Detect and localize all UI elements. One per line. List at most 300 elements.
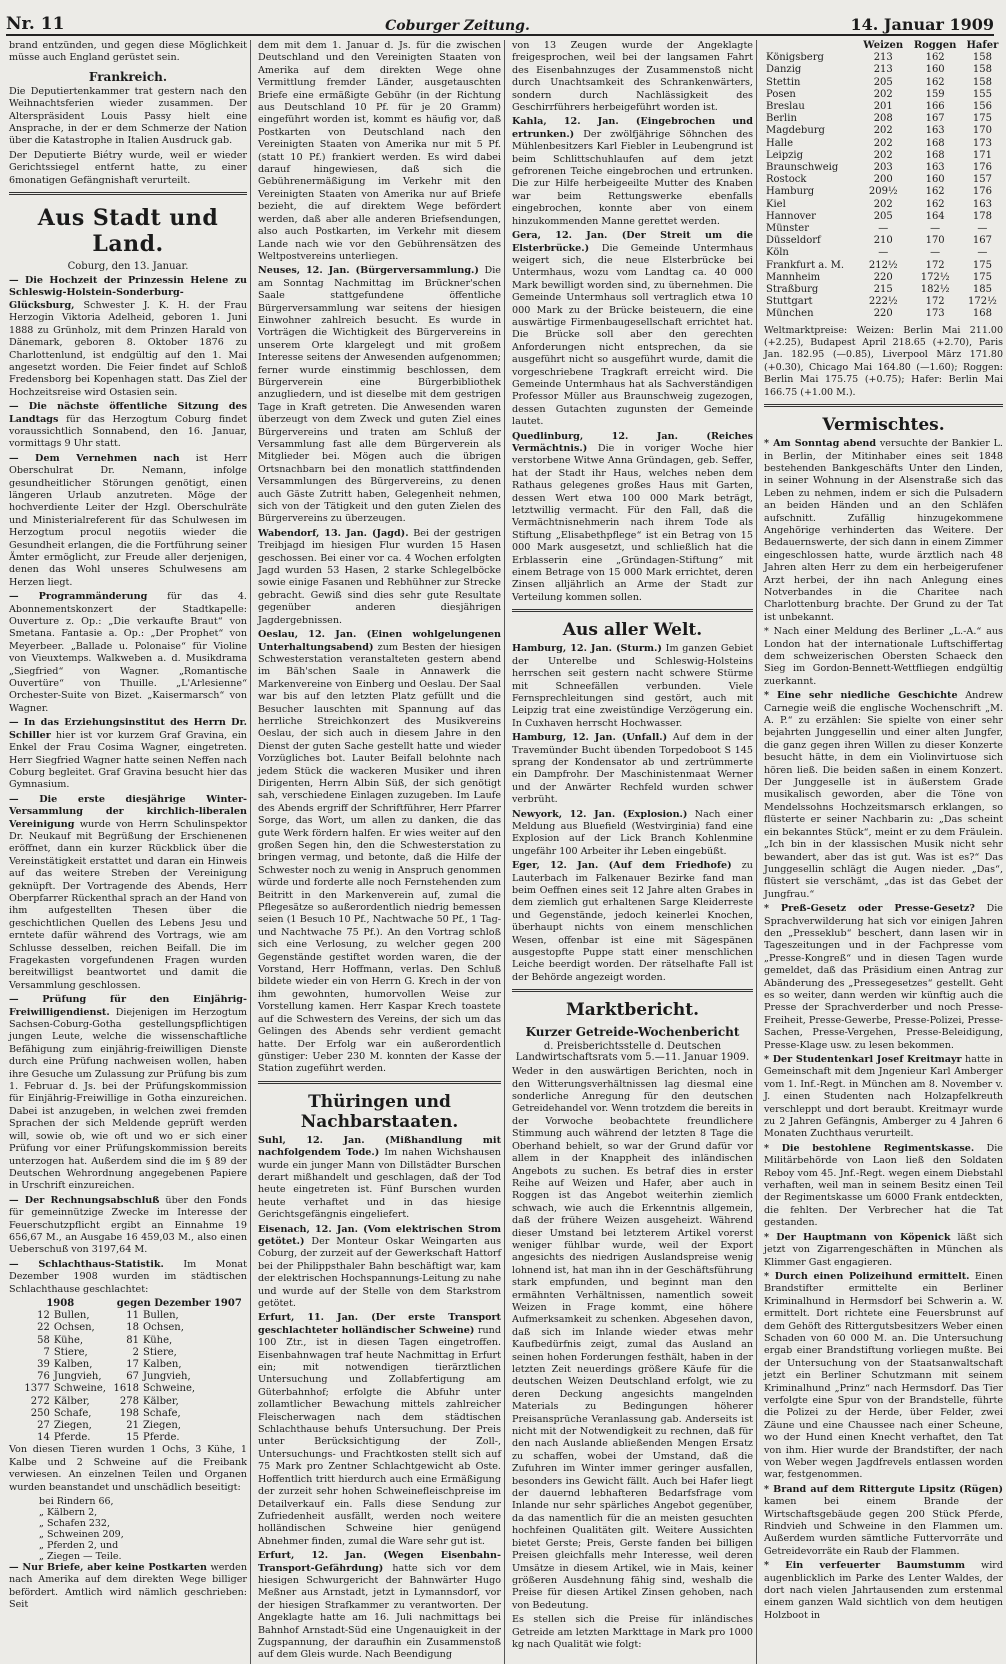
- stats-cell: Kalben,: [53, 1358, 93, 1370]
- price-value: 160: [925, 174, 945, 186]
- price-value: 163: [925, 125, 945, 137]
- article-lead: * Die bestohlene Regimentskasse.: [764, 1142, 975, 1154]
- article-body: zum Besten der hiesigen Schwesterstation veranstalteten gestern abend im Bäh'schen Saale in Annawerk die Markenvereine von Einberg und Oeslau. Der Saal war bis auf den letzten Platz gefüllt und die Besucher lauschten mit Spannung auf das herrliche Streichkonzert des Musikvereins Oeslau, der sich auch in diesem Jahre in den Dienst der guten Sache gestellt hatte und wieder Vorzügliches bot. Lauter Beifall belohnte nach jedem Stück die wackeren Musiker und ihren Dirigenten, Herrn Albin Süß, der sich genötigt sah, verschiedene Einlagen zuzugeben. Im Laufe des Abends ergriff der Schriftführer, Herr Pfarrer Sorge, das Wort, um allen zu danken, die das gute Werk fördern halfen. Er wies weiter auf den großen Segen hin, den die Schwesterstation zu bringen vermag, und betonte, daß die Hilfe der Schwester noch zu wenig in Anspruch genommen würde und forderte alle noch Fernstehenden zum Beitritt in den Markenverein auf, zumal die Pflegesätze so außerordentlich niedrig bemessen seien (1 Besuch 10 Pf., Nachtwache 50 Pf., 1 Tag- und Nachtwache 75 Pf.). An den Vortrag schloß sich eine Verlosung, zu welcher gegen 200 Gegenstände gestiftet worden waren, die der Vorstand, Herr Hoffmann, verlas. Den Schluß bildete wieder ein von Herrn G. Krech in der von ihm gewohnten, humorvollen Weise zur Vorstellung kamen. Herr Kaspar Krech toastete auf die Schwestern des Vereins, der sich um das Gelingen des Abends sehr verdient gemacht hatte. Der Erfolg war ein außerordentlich günstiger: Ueber 230 M. konnten der Kasse der Station zugeführt werden.: [258, 641, 501, 1075]
- markt-report-2: Es stellen sich die Preise für inländisches Getreide am letzten Markttage in Mark pro 1000 kg nach Qualität wie folgt:: [512, 1614, 753, 1650]
- article-lead: * Der Studentenkarl Josef Kreitmayr: [764, 1054, 962, 1066]
- article-body: wird augenblicklich im Parke des Lenter Waldes, der dort nach vielen Jahrtausenden zum erstenmal einem ganzen Wald sichtlich von dem heutigen Holzboot in: [764, 1560, 1003, 1621]
- article-lead: Eger, 12. Jan. (Auf dem Friedhofe): [512, 860, 732, 872]
- article-briefe: [9, 1562, 247, 1612]
- organ-item: bei Rindern 66,: [39, 1496, 114, 1508]
- stats-year-current: 1908: [46, 1297, 75, 1309]
- article-suhl: [258, 1135, 501, 1222]
- article-tiere: Von diesen Tieren wurden 1 Ochs, 3 Kühe, 1 Kalbe und 2 Schweine auf die Freibank verwiesen. An einzelnen Teilen und Organen wurden beanstandet und unschädlich beseitigt:: [9, 1444, 247, 1493]
- price-value: 185: [972, 284, 992, 296]
- article-lead: — Die Hochzeit der Prinzessin Helene zu Schleswig-Holstein-Sonderburg-Glücksburg,: [9, 275, 247, 311]
- price-value: 166: [925, 101, 945, 113]
- price-value: 170: [972, 125, 992, 137]
- price-value: 162: [925, 76, 945, 88]
- masthead: [6, 8, 994, 36]
- price-row: [764, 101, 1003, 113]
- price-row: [764, 296, 1003, 308]
- section-heading-thueringen: Thüringen und Nachbarstaaten.: [300, 1091, 459, 1132]
- price-value: 168: [972, 308, 992, 320]
- price-row: [764, 211, 1003, 223]
- stats-cell: Ziegen,: [53, 1420, 92, 1431]
- article-lead: * Am Sonntag abend: [764, 438, 877, 450]
- price-value: 202: [873, 125, 893, 137]
- stats-cell: 272: [30, 1395, 50, 1407]
- price-row: [764, 113, 1003, 125]
- price-value: 208: [873, 113, 893, 125]
- price-row: [764, 235, 1003, 247]
- price-row: [764, 77, 1003, 89]
- article-polizeihund: [764, 1271, 1003, 1482]
- article-body: Im ganzen Gebiet der Unterelbe und Schleswig-Holsteins herrschen seit gestern nacht schwere Stürme mit Schneefällen verbunden. Viele Fernsprechleitungen sind gestört, auch mit Leipzig trat eine zweistündige Verzögerung ein. In Cuxhaven herrscht Hochwasser.: [512, 643, 753, 729]
- stats-row: [9, 1335, 247, 1347]
- price-row: [764, 260, 1003, 272]
- price-row: [764, 199, 1003, 211]
- markt-source: d. Preisberichtsstelle d. Deutschen Landwirtschaftsrats vom 5.—11. Januar 1909.: [515, 1041, 750, 1064]
- price-value: 178: [972, 210, 992, 222]
- article-gera: [512, 230, 753, 429]
- stats-row: [9, 1432, 247, 1444]
- price-value: —: [977, 247, 988, 259]
- price-value: 202: [873, 137, 893, 149]
- stats-cell: 81: [126, 1334, 139, 1346]
- price-city: Mannheim: [766, 271, 821, 283]
- article-body: Auf dem in der Travemünder Bucht übenden Torpedoboot S 145 sprang der Kondensator ab und zertrümmerte ein Dampfrohr. Der Maschinistenmaat Werner und der Anwärter Rechfeld wurden schwer verbrüht.: [512, 732, 753, 806]
- article-lead: * Brand auf dem Rittergute Lipsitz (Rügen): [764, 1483, 1003, 1495]
- price-value: 159: [925, 88, 945, 100]
- stats-row: [9, 1359, 247, 1371]
- article-lead: Kahla, 12. Jan. (Eingebrochen und ertrunken.): [512, 116, 753, 140]
- article-eger: [512, 860, 753, 984]
- stats-cell: 278: [119, 1395, 139, 1407]
- price-city: Münster: [766, 223, 809, 235]
- price-city: Kiel: [766, 198, 786, 210]
- price-city: Berlin: [766, 113, 797, 125]
- price-city: Köln: [766, 247, 789, 259]
- article-koepenick: [764, 1232, 1003, 1269]
- price-city: Halle: [766, 137, 793, 149]
- price-value: 175: [972, 271, 992, 283]
- price-row: [764, 284, 1003, 296]
- stats-cell: 21: [126, 1420, 139, 1431]
- article-neuses: [258, 265, 501, 526]
- divider: [9, 192, 247, 195]
- article-sitzung: [9, 401, 247, 451]
- article-lead: — Dem Vernehmen nach: [9, 452, 180, 464]
- article-geschichte: [764, 690, 1003, 901]
- column-1: [6, 40, 251, 1664]
- stats-cell: 250: [30, 1407, 50, 1419]
- price-value: 155: [972, 88, 992, 100]
- price-row: [764, 308, 1003, 320]
- price-value: 182½: [920, 284, 950, 296]
- article-body: Im Monat Dezember 1908 wurden im städtischen Schlachthause geschlachtet:: [9, 1258, 247, 1295]
- stats-cell: Bullen,: [142, 1310, 179, 1322]
- price-value: 202: [873, 88, 893, 100]
- stats-cell: 67: [126, 1371, 139, 1383]
- price-value: 176: [972, 162, 992, 174]
- price-value: 158: [972, 76, 992, 88]
- price-city: Breslau: [766, 101, 805, 113]
- stats-cell: 12: [37, 1310, 50, 1322]
- price-city: Posen: [766, 88, 796, 100]
- price-value: 205: [873, 76, 893, 88]
- section-heading-vermischtes: Vermischtes.: [822, 415, 945, 436]
- organ-list: [9, 1496, 247, 1562]
- article-hamburg-1: [512, 643, 753, 730]
- price-value: 213: [873, 64, 893, 76]
- price-value: 167: [925, 113, 945, 125]
- price-row: [764, 52, 1003, 64]
- price-value: 164: [925, 210, 945, 222]
- article-body: Die am Sonntag Nachmittag im Brückner'schen Saale stattgefundene öffentliche Bürgerversammlung war seitens der hiesigen Einwohner zahlreich besucht. Es wurde in Vorträgen die Wichtigkeit des Bürgervereins in unserem Orte klargelegt und mit großem Interesse seitens der Anwesenden aufgenommen; ferner wurde einstimmig beschlossen, dem Bürgerverein eine Bürgerbibliothek anzugliedern, und ist dieselbe mit dem gestrigen Tage in Kraft getreten. Die Anwesenden waren überzeugt von dem Zweck und guten Ziel eines Bürgervereins und traten am Schluß der Versammlung fast alle dem Bürgerverein als Mitglieder bei. Mögen auch die übrigen Ortsnachbarn bei den monatlich stattfindenden Versammlungen des Bürgervereins, zu denen auch Gäste Zutritt haben, Gelegenheit nehmen, sich von der Tätigkeit und den guten Zielen des Bürgervereins zu überzeugen.: [258, 265, 501, 525]
- article-lead: Gera, 12. Jan. (Der Streit um die Elsterbrücke.): [512, 230, 753, 254]
- article-erfurt-1: [258, 1312, 501, 1548]
- price-value: 172: [925, 296, 945, 308]
- price-city: Braunschweig: [766, 162, 839, 174]
- column-2: [255, 40, 505, 1664]
- article-lead: * Preß-Gesetz oder Presse-Gesetz?: [764, 903, 975, 915]
- price-value: 172½: [920, 271, 950, 283]
- price-value: 162: [925, 198, 945, 210]
- slaughter-stats-table: [9, 1298, 247, 1444]
- stats-cell: 11: [126, 1310, 139, 1322]
- price-value: —: [930, 223, 941, 235]
- price-value: 172: [925, 259, 945, 271]
- price-value: 210: [873, 235, 893, 247]
- price-city: Düsseldorf: [766, 235, 821, 247]
- stats-cell: Kühe,: [142, 1334, 173, 1346]
- frankreich-text-2: Der Deputierte Biétry wurde, weil er wieder Gerichtssiegel entfernt hatte, zu einer 6monatigen Gefängnishaft verurteilt.: [9, 149, 247, 186]
- price-row: [764, 150, 1003, 162]
- price-value: 220: [873, 271, 893, 283]
- article-lead: Hamburg, 12. Jan. (Sturm.): [512, 643, 662, 655]
- price-city: Königsberg: [766, 52, 824, 64]
- article-lead: — Der Rechnungsabschluß: [9, 1194, 160, 1206]
- price-city: Stuttgart: [766, 296, 813, 308]
- divider: [764, 404, 1003, 407]
- article-winter: [9, 794, 247, 993]
- article-lead: Eisenach, 12. Jan. (Vom elektrischen Strom getötet.): [258, 1223, 501, 1247]
- price-row: [764, 174, 1003, 186]
- article-lead: — Schlachthaus-Statistik.: [9, 1258, 164, 1270]
- stats-row: [9, 1371, 247, 1383]
- dateline: Coburg, den 13. Januar.: [67, 261, 189, 273]
- article-body: Die Gemeinde Untermhaus weigert sich, die neue Elsterbrücke bei Untermhaus, wozu vom Landtag ca. 40 000 Mark bewilligt worden sind, zu übernehmen. Die Gemeinde Untermhaus soll vertraglich etwa 10 000 Mark zu der Brücke beisteuern, die eine auswärtige Firmenbaugesellschaft errichtet hat. Die Brücke soll aber den gerechten Anforderungen nicht entsprechen, da sie ausgeführt nicht so ausgeführt wurde, damit die vorgeschriebene Tragkraft erreicht wird. Die Gemeinde Untermhaus hat als Sachverständigen Professor Müller aus Braunschweig zugezogen, dessen Gutachten zugunsten der Gemeinde lautet.: [512, 242, 753, 428]
- article-body: Der Monteur Oskar Weingarten aus Coburg, der zurzeit auf der Gewerkschaft Hattorf bei der Philippsthaler Bahn beschäftigt war, kam der elektrischen Hochspannungs-Leitung zu nahe und wurde auf der Stelle von dem Starkstrom getötet.: [258, 1235, 501, 1309]
- stats-cell: Kühe,: [53, 1334, 84, 1346]
- article-lead: * Der Hauptmann von Köpenick: [764, 1231, 951, 1243]
- article-brand: [764, 1484, 1003, 1558]
- price-value: 157: [972, 174, 992, 186]
- stats-cell: Stiere,: [142, 1346, 177, 1358]
- price-body: [764, 52, 1003, 320]
- price-value: 163: [925, 162, 945, 174]
- article-body: läßt sich jetzt von Zigarrengeschäften in München als Klimmer Gast engagieren.: [764, 1231, 1003, 1268]
- article-body: für das Herzogtum Coburg findet voraussichtlich Sonnabend, den 16. Januar, vormittags 9 Uhr statt.: [9, 413, 247, 450]
- price-value: 156: [972, 101, 992, 113]
- article-body: Andrew Carnegie weiß die englische Wochenschrift „M. A. P.“ zu erzählen: Sie spielte von einer sehr bejahrten Junggesellin und einer alten Jungfer, die ganz gegen ihren Willen zu dieser Konzerte besucht hätte, in dem ein Violinvirtuose sich hören ließ. Die beiden saßen in einem Konzert. Der Junggeselle ist in äußerstem Grade musikalisch geworden, aber die Töne von Mendelssohns Hochzeitsmarsch erklangen, so flüsterte er seiner Nachbarin zu: „Das scheint ein bekanntes Stück“, meint er zu dem Fräulein. „Ich bin in der klassischen Musik nicht sehr bewandert, aber das ist gut. Was ist es?“ Das Junggesellin schlägt die Augen nieder. „Das“, flüstert sie verschämt, „das ist das Gebet der Jungfrau.“: [764, 690, 1003, 900]
- stats-cell: Kalben,: [142, 1358, 182, 1370]
- price-row: [764, 223, 1003, 235]
- article-body: für das 4. Abonnementskonzert der Stadtkapelle: Ouverture z. Op.: „Die verkaufte Braut“ von Smetana. Fantasie a. Op.: „Der Prophet“ von Meyerbeer. „Ballade u. Polonaise“ für Violine von Vieuxtemps. Walkweben a. d. Musikdrama „Siegfried“ von Wagner. „Romantische Ouvertüre“ von Thuille. „L'Arlesienne“ Orchester-Suite von Bizet. „Kaisermarsch“ von Wagner.: [9, 591, 247, 714]
- frankreich-text: Die Deputiertenkammer trat gestern nach den Weihnachtsferien wieder zusammen. Der Alterspräsident Louis Passy hielt eine Ansprache, in der er dem Schmerze der Nation über die Katastrophe in Italien Ausdruck gab.: [9, 85, 247, 147]
- price-row: [764, 125, 1003, 137]
- price-city: Danzig: [766, 64, 802, 76]
- frankreich-heading: Frankreich.: [88, 69, 168, 84]
- price-row: [764, 247, 1003, 259]
- stats-cell: Schafe,: [53, 1407, 92, 1419]
- article-body: Schwester J. K. H. der Frau Herzogin Viktoria Adelheid, geboren 1. Juni 1888 zu Grünholz, mit dem Prinzen Harald von Dänemark, geboren 8. Oktober 1876 zu Charlottenlund, ist endgültig auf den 1. Mai angesetzt worden. Die Feier findet auf Schloß Fredensborg bei Kopenhagen statt. Das Ziel der Hochzeitsreise wird Ostasien sein.: [9, 299, 247, 398]
- article-body: Einen Brandstifter ermittelte ein Berliner Kriminalhund in Hermsdorf bei Schwerin a. W. ermittelt. Dort richtete eine Feuersbrunst auf dem Gehöft des Rittergutsbesitzers Weber einen Schaden von 60 000 M. an. Die Untersuchung ergab einer Brandstiftung vorliegen mußte. Bei der Untersuchung von der Staatsanwaltschaft jetzt ein Berliner Schutzmann mit seinem Kriminalhund „Prinz“ nach Hermsdorf. Das Tier verfolgte eine Spur von der Brandstelle, führte die Polizei zu der Herde, über Felder, zwei Zäune und eine Chaussee nach einer Scheune, wo der Hund einen Knecht verhaftet, den Tat von ihm. Hier wurde der Brandstifter, der nach von Weber wegen Jagdfrevels entlassen worden war, festgenommen.: [764, 1270, 1003, 1481]
- organ-item: „ Pferden 2, und: [39, 1540, 119, 1552]
- article-body: Die in voriger Woche hier verstorbene Witwe Anna Gründagen, geb. Seffer, hat der Stadt ihr Haus, welches neben dem Rathaus gelegenes großes Haus mit Garten, dessen Wert etwa 100 000 Mark beträgt, letztwillig vermacht. Für den Fall, daß die Vermächtnisnehmerin nach ihrem Tode als Stiftung „Elisabethpflege“ ist ein Betrag von 15 000 Mark ausgesetzt, und schließlich hat die Erblasserin eine „Gründagen-Stiftung“ mit einem Betrage von 15 000 Mark errichtet, deren Zinsen alljährlich an Arme der Stadt zur Verteilung kommen sollen.: [512, 443, 753, 603]
- stats-row: [9, 1408, 247, 1420]
- price-header-cell: Roggen: [913, 40, 957, 51]
- price-value: —: [977, 223, 988, 235]
- price-value: 222½: [868, 296, 898, 308]
- article-lead: Wabendorf, 13. Jan. (Jagd).: [258, 527, 409, 539]
- stats-cell: Jungvieh,: [53, 1371, 102, 1383]
- article-lead: — Nur Briefe, aber keine Postkarten: [9, 1562, 208, 1574]
- price-value: 213: [873, 52, 893, 64]
- stats-cell: 15: [126, 1432, 139, 1444]
- article-lead: Erfurt, 11. Jan. (Der erste Transport geschlachteter holländischer Schweine): [258, 1312, 501, 1336]
- stats-cell: 7: [43, 1346, 50, 1358]
- price-row: [764, 64, 1003, 76]
- price-header-cell: [764, 40, 858, 52]
- price-city: Straßburg: [766, 284, 819, 296]
- price-value: 175: [972, 259, 992, 271]
- price-city: Leipzig: [766, 149, 804, 161]
- article-oeslau: [258, 629, 501, 1076]
- issue-number: Nr. 11: [6, 14, 65, 34]
- price-value: 212½: [868, 259, 898, 271]
- article-hochzeit: [9, 275, 247, 399]
- price-city: Hannover: [766, 210, 816, 222]
- stats-cell: 198: [119, 1407, 139, 1419]
- price-value: 160: [925, 64, 945, 76]
- price-value: 205: [873, 210, 893, 222]
- stats-cell: Pferde.: [142, 1432, 180, 1444]
- stats-cell: Ziegen,: [142, 1420, 181, 1431]
- article-body: Die Militärbehörde von Laon ließ den Soldaten Reboy vom 45. Jnf.-Regt. wegen einem Diebstahl verhaften, weil man in seinem Besitz einen Teil der Regimentskasse um 6000 Frank entdeckten, die fehlten. Der Verbrecher hat die Tat gestanden.: [764, 1142, 1003, 1229]
- markt-subheading: Kurzer Getreide-Wochenbericht: [525, 1025, 740, 1040]
- article-wabendorf: [258, 528, 501, 627]
- price-row: [764, 138, 1003, 150]
- price-value: 176: [972, 186, 992, 198]
- stats-row: [9, 1310, 247, 1322]
- divider: [512, 609, 753, 612]
- stats-cell: Ochsen,: [53, 1322, 95, 1334]
- article-lead: * Ein verfeuerter Baumstumm: [764, 1560, 965, 1572]
- article-sonntag: [764, 438, 1003, 624]
- article-continuation: brand entzünden, und gegen diese Möglichkeit müsse auch England gerüstet sein.: [9, 40, 247, 64]
- divider: [258, 1081, 501, 1084]
- article-body: hatte in Gemeinschaft mit dem Jngenieur Karl Amberger vom 1. Inf.-Regt. in München am 8. November v. J. einen Studenten nach Holzapfelkreuth verschleppt und dort beraubt. Kreitmayr wurde zu 2 Jahren Gefängnis, Amberger zu 4 Jahren 6 Monaten Zuchthaus verurteilt.: [764, 1054, 1003, 1140]
- article-lead: Oeslau, 12. Jan. (Einen wohlgelungenen Unterhaltungsabend): [258, 629, 501, 653]
- price-value: 162: [925, 186, 945, 198]
- section-heading-markt: Marktbericht.: [565, 1000, 700, 1021]
- stats-cell: 14: [37, 1432, 50, 1444]
- article-body: rund 100 Ztr., ist in diesen Tagen eingetroffen. Eisenbahnwagen traf heute Nachmittag in Erfurt ein; mit notwendigen tierärztlichen Untersuchung und Zollabfertigung am Güterbahnhof; erfolgte die Abfuhr unter zollamtlicher Bewachung mittels zahlreicher Fleischerwagen nach dem städtischen Schlachthause behufs Untersuchung. Der Preis unter Berücksichtigung der Zoll-, Untersuchungs- und Frachtkosten stellt sich auf 75 Mark pro Zentner Schlachtgewicht ab Oste. Hoffentlich tritt hierdurch auch eine Ermäßigung der zurzeit sehr hohen Schweinefleischpreise im Detailverkauf ein. Falls diese Sendung zur Zufriedenheit ausfällt, werden noch weitere holländischen Schweine hier genügend Abnehmer finden, zumal die Ware sehr gut ist.: [258, 1324, 501, 1547]
- article-lead: — Die erste diesjährige Winter-Versammlung der kirchlich-liberalen Vereinigung: [9, 793, 247, 830]
- price-city: Rostock: [766, 174, 807, 186]
- article-erziehung: [9, 717, 247, 791]
- organ-item: „ Ziegen — Teile.: [39, 1551, 122, 1563]
- article-postkarten: dem mit dem 1. Januar d. Js. für die zwischen Deutschland und den Vereinigten Staaten von Amerika auf dem direkten Wege ohne Vermittlung fremder Länder, ausgetauschten Briefe eine ermäßigte Gebühr (in der Richtung aus Deutschland 10 Pf. für je 20 Gramm) eingeführt worden ist, kommt es häufig vor, daß Postkarten von Deutschland nach den Vereinigten Staaten von Amerika nur mit 5 Pf. (statt 10 Pf.) frankiert werden. Es wird dabei darauf hingewiesen, daß sich die Gebührenermäßigung im Verkehr mit den Vereinigten Staaten von Amerika nur auf Briefe bezieht, die auf direktem Wege befördert werden, daß aber alle anderen Briefsendungen, also auch Postkarten, im Verkehr mit diesem Lande nach wie vor den Gebührensätzen des Weltpostvereins unterliegen.: [258, 40, 501, 262]
- stats-row: [9, 1383, 247, 1395]
- columns: [6, 40, 1003, 1661]
- article-lead: * Eine sehr niedliche Geschichte: [764, 690, 958, 702]
- article-lead: Neuses, 12. Jan. (Bürgerversammlung.): [258, 265, 479, 277]
- stats-cell: 27: [37, 1420, 50, 1431]
- price-city: Stettin: [766, 76, 801, 88]
- article-body: werden nach Amerika auf dem direkten Wege billiger befördert. Amtlich wird nämlich geschrieben: Seit: [9, 1562, 248, 1611]
- article-lead: * Durch einen Polizeihund ermittelt.: [764, 1270, 970, 1282]
- article-lead: — In das Erziehungsinstitut des Herrn Dr. Schiller: [9, 717, 247, 741]
- grain-price-table: [764, 40, 1003, 321]
- article-body: hier ist vor kurzem Graf Gravina, ein Enkel der Frau Cosima Wagner, eingetreten. Herr Siegfried Wagner hatte seinen Neffen nach Coburg begleitet. Graf Gravina besucht hier das Gymnasium.: [9, 729, 247, 791]
- article-hamburg-2: [512, 732, 753, 806]
- article-body: wurde von Herrn Schulinspektor Dr. Neukauf mit Begrüßung der Erschienenen eröffnet, dann ein kurzer Rückblick über die Vereinstätigkeit erstattet und daran ein Hinweis auf das weitere Streben der Vereinigung geknüpft. Der Vortragende des Abends, Herr Oberpfarrer Rückenthal sprach an der Hand von ihm aufgestellten Thesen über die geschichtlichen Quellen des Lebens Jesu und erntete dafür während des Vortrags, wie am Schlusse desselben, reichen Beifall. Die im Fragekasten vorgefundenen Fragen wurden bereitwilligst beantwortet und damit die Versammlung geschlossen.: [9, 818, 247, 991]
- price-value: 202: [873, 198, 893, 210]
- article-body: ist Herr Oberschulrat Dr. Nemann, infolge gesundheitlicher Störungen genötigt, einen längeren Urlaub anzutreten. Möge der hochverdiente Leiter der Hzgl. Oberschulräte und Ministerialreferent für das Schulwesen im Herzogtum procul negotiis wieder die Gesundheit erlangen, die die Fortführung seiner Ämter ermöglicht, zur Freude aller derjenigen, denen das Wohl unseres Schulwesens am Herzen liegt.: [9, 452, 247, 588]
- organ-item: „ Schafen 232,: [39, 1518, 110, 1530]
- organ-item: „ Schweinen 209,: [39, 1529, 124, 1541]
- article-lead: Hamburg, 12. Jan. (Unfall.): [512, 732, 668, 744]
- article-body: Bei der gestrigen Treibjagd im hiesigen Flur wurden 15 Hasen geschossen. Bei einer vor ca. 4 Wochen erfolgten Jagd wurden 53 Hasen, 2 starke Schlegelböcke sowie einige Fasanen und Rebhühner zur Strecke gebracht. Gewiß sind dies sehr gute Resultate gegenüber anderen diesjährigen Jagdergebnissen.: [258, 527, 501, 626]
- article-body: Diejenigen im Herzogtum Sachsen-Coburg-Gotha gestellungspflichtigen jungen Leute, welche die wissenschaftliche Befähigung zum einjährig-freiwilligen Dienste durch eine Prüfung nachweisen wollen, haben ihre Gesuche um Zulassung zur Prüfung bis zum 1. Februar d. Js. bei der Prüfungskommission für Einjährig-Freiwillige in Gotha einzureichen. Dabei ist anzugeben, in welchen zwei fremden Sprachen der sich Meldende geprüft werden will, sowie ob, wie oft und wo er sich einer Prüfung vor einer Prüfungskommission bereits unterzogen hat. Außerdem sind die im § 89 der Deutschen Wehrordnung angegebenen Papiere in Urschrift einzureichen.: [9, 1006, 247, 1192]
- article-lead: Suhl, 12. Jan. (Mißhandlung mit nachfolgendem Tode.): [258, 1134, 501, 1159]
- price-row: [764, 272, 1003, 284]
- stats-year-previous: gegen Dezember 1907: [116, 1297, 242, 1309]
- stats-row: [9, 1322, 247, 1334]
- article-erfurt-2: [258, 1550, 501, 1662]
- price-value: 163: [972, 198, 992, 210]
- price-value: 203: [873, 162, 893, 174]
- price-value: 158: [972, 52, 992, 64]
- article-lead: — Prüfung für den Einjährig-Freiwilligendienst.: [9, 994, 247, 1018]
- price-row: [764, 162, 1003, 174]
- article-lead: — Programmänderung: [9, 591, 148, 603]
- price-header-row: [764, 40, 1003, 52]
- price-value: 168: [925, 149, 945, 161]
- price-value: 220: [873, 308, 893, 320]
- stats-cell: 58: [37, 1334, 50, 1346]
- price-value: 172½: [968, 296, 997, 308]
- article-lead: Erfurt, 12. Jan. (Wegen Eisenbahn-Transport-Gefährdung): [258, 1550, 501, 1574]
- article-rechnung: [9, 1195, 247, 1257]
- price-value: 162: [925, 52, 945, 64]
- stats-cell: Schafe,: [142, 1407, 181, 1419]
- price-city: München: [766, 308, 814, 320]
- price-value: 171: [972, 149, 992, 161]
- stats-cell: Ochsen,: [142, 1322, 184, 1334]
- stats-cell: 1377: [24, 1383, 50, 1395]
- stats-cell: Kälber,: [53, 1395, 90, 1407]
- stats-cell: Stiere,: [53, 1346, 88, 1358]
- article-body: versuchte der Bankier L. in Berlin, der Mitinhaber eines seit 1848 bestehenden Bankgeschäfts Unter den Linden, in seiner Wohnung in der Alsenstraße sich das Leben zu nehmen, indem er sich die Pulsadern an beiden Händen und an den Schläfen aufschnitt. Zufällig hinzugekommene Angehörige verhinderten das Weitere. Der Bedauernswerte, der sich dann in einem Zimmer eingeschlossen hatte, wurde ärztlich nach 48 Jahren alten Herr zu dem ein herbeigerufener Arzt herbei, der ihn nach Anlegung eines Notverbandes in die Charitee nach Charlottenburg brachte. Der Grund zu der Tat ist unbekannt.: [764, 438, 1003, 623]
- stats-cell: Kälber,: [142, 1395, 179, 1407]
- price-value: 173: [972, 137, 992, 149]
- price-header-cell: Hafer: [966, 40, 999, 51]
- price-value: 215: [873, 284, 893, 296]
- price-header-cell: Weizen: [863, 40, 904, 51]
- stats-cell: 76: [37, 1371, 50, 1383]
- price-value: 170: [925, 235, 945, 247]
- article-pruefung: [9, 994, 247, 1193]
- stats-cell: 2: [132, 1346, 139, 1358]
- price-row: [764, 89, 1003, 101]
- stats-cell: Jungvieh,: [142, 1371, 191, 1383]
- section-heading-local: Aus Stadt und Land.: [37, 205, 219, 258]
- price-value: 209½: [868, 186, 898, 198]
- price-city: Frankfurt a. M.: [766, 259, 845, 271]
- article-baumstumm: [764, 1560, 1003, 1622]
- column-3: [509, 40, 757, 1664]
- stats-cell: 39: [37, 1358, 50, 1370]
- paper-title: Coburger Zeitung.: [385, 18, 530, 34]
- article-lead: — Die nächste öffentliche Sitzung des Landtags: [9, 401, 247, 425]
- article-lead: Quedlinburg, 12. Jan. (Reiches Vermächtnis.): [512, 430, 753, 454]
- stats-cell: Schweine,: [53, 1383, 106, 1395]
- article-vernehmen: [9, 453, 247, 589]
- article-body: Die Sprachverwilderung hat sich vor einigen Jahren den „Presseklub“ beschert, dann lasen wir in Tageszeitungen und in der Fachpresse vom „Presse-Kongreß“ und in diesen Tagen wurde gemeldet, daß das Präsidium einen Antrag zur Abänderung des „Pressegesetzes“ gestellt. Geht es so weiter, dann werden wir künftig auch die Presse der Sprachverderber und noch Presse-Freiheit, Presse-Gewerbe, Presse-Polizei, Presse-Sachen, Presse-Vergehen, Presse-Beleidigung, Presse-Klage usw. zu lesen bekommen.: [764, 903, 1003, 1051]
- article-regimentskasse: [764, 1143, 1003, 1230]
- stats-cell: Schweine,: [142, 1383, 196, 1395]
- article-continuation: von 13 Zeugen wurde der Angeklagte freigesprochen, weil bei der langsamen Fahrt des Eisenbahnzuges der Zusammenstoß nicht durch Unachtsamkeit des Schrankenwärters, sondern durch Nachlässigkeit des Geschirrführers herbeigeführt worden ist.: [512, 40, 753, 114]
- price-value: 201: [873, 101, 893, 113]
- price-value: —: [878, 223, 889, 235]
- price-city: Magdeburg: [766, 125, 825, 137]
- article-body: Der zwölfjährige Söhnchen des Mühlenbesitzers Karl Fiebler in Leubengrund ist beim Schlittschuhlaufen auf dem jetzt gefrorenen Teiche eingebrochen und ertrunken. Die zur Hilfe herbeigeeilte Mutter des Knaben war beim Rettungswerke ebenfalls eingebrochen, konnte aber von einem hinzukommenden Manne gerettet werden.: [512, 128, 753, 227]
- price-value: 175: [972, 113, 992, 125]
- article-eisenach: [258, 1224, 501, 1311]
- stats-cell: Bullen,: [53, 1310, 90, 1322]
- article-lead: Newyork, 12. Jan. (Explosion.): [512, 808, 688, 820]
- stats-cell: 18: [126, 1322, 139, 1334]
- article-body: Im nahen Wichshausen wurde ein junger Mann von Dillstädter Burschen derart mißhandelt und geschlagen, daß der Tod heute eingetreten ist. Fünf Burschen wurden heute verhaftet und in das hiesige Gerichtsgefängnis eingeliefert.: [258, 1147, 501, 1221]
- price-value: 158: [972, 64, 992, 76]
- stats-row: [9, 1396, 247, 1408]
- price-city: Hamburg: [766, 186, 815, 198]
- stats-body: [9, 1310, 247, 1444]
- price-value: —: [930, 247, 941, 259]
- article-schlachthaus: [9, 1259, 247, 1296]
- article-body: über den Fonds für gemeinnützige Zwecke im Interesse der Feuerschutzpflicht ergibt an Einnahme 19 656,67 M., an Ausgabe 16 459,03 M., also einen Ueberschuß von 3197,64 M.: [9, 1194, 247, 1256]
- price-value: 173: [925, 308, 945, 320]
- divider: [512, 989, 753, 992]
- article-body: zu Lauterbach im Falkenauer Bezirke fand man beim Oeffnen eines seit 12 Jahre alten Grabes in dem ziemlich gut erhaltenen Sarge Kleiderreste und Gegenstände, jedoch keinerlei Knochen, überhaupt nichts von einem menschlichen Wesen, offenbar ist eine mit Sägespänen ausgestopfte Puppe statt einer menschlichen Leiche beerdigt worden. Der rätselhafte Fall ist der Behörde angezeigt worden.: [512, 860, 753, 983]
- price-value: 200: [873, 174, 893, 186]
- stats-cell: 17: [126, 1358, 139, 1370]
- stats-row: [9, 1347, 247, 1359]
- article-quedlinburg: [512, 431, 753, 605]
- price-value: —: [878, 247, 889, 259]
- article-programm: [9, 591, 247, 715]
- article-body: Nach einer Meldung aus Bluefield (Westvirginia) fand eine Explosion auf der Lick Branch Kohlenmine ungefähr 100 Arbeiter ihr Leben eingebüßt.: [512, 808, 753, 857]
- world-market-prices: Weltmarktpreise: Weizen: Berlin Mai 211.00 (+2.25), Budapest April 218.65 (+2.70), Paris Jan. 182.95 (—0.85), Liverpool März 171.80 (+0.30), Chicago Mai 164.80 (—1.60); Roggen: Berlin Mai 175.75 (+0.75); Hafer: Berlin Mai 166.75 (+1.00 M.).: [764, 324, 1003, 398]
- price-value: 202: [873, 149, 893, 161]
- stats-cell: Pferde.: [53, 1432, 91, 1444]
- price-value: 167: [972, 235, 992, 247]
- section-heading-welt: Aus aller Welt.: [562, 620, 703, 641]
- price-row: [764, 186, 1003, 198]
